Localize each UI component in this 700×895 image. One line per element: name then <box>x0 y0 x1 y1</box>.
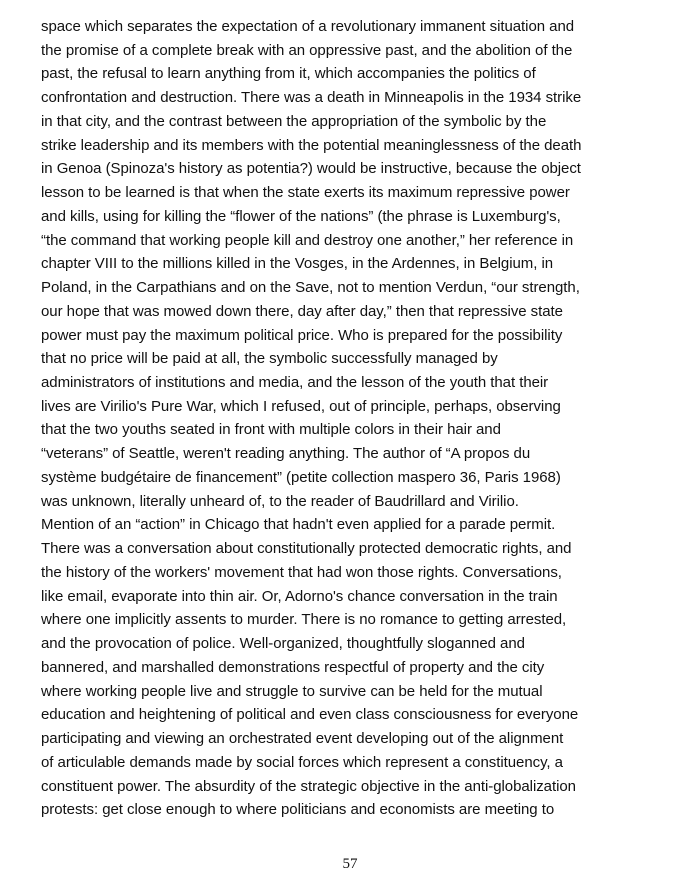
text-line: There was a conversation about constitutionally protected democratic rights, and <box>41 540 572 558</box>
body-text <box>41 15 681 822</box>
text-line: and kills, using for killing the “flower of the nations” (the phrase is Luxemburg's, <box>41 207 561 225</box>
text-line: that the two youths seated in front with multiple colors in their hair and <box>41 421 501 439</box>
text-line: Poland, in the Carpathians and on the Save, not to mention Verdun, “our strength, <box>41 279 580 297</box>
text-line: in Genoa (Spinoza's history as potentia?) would be instructive, because the object <box>41 160 581 178</box>
text-line: power must pay the maximum political price. Who is prepared for the possibility <box>41 326 563 344</box>
text-line: participating and viewing an orchestrated event developing out of the alignment <box>41 730 564 748</box>
text-line: and the provocation of police. Well-organized, thoughtfully sloganned and <box>41 635 525 653</box>
text-line: administrators of institutions and media, and the lesson of the youth that their <box>41 374 549 392</box>
text-line: protests: get close enough to where politicians and economists are meeting to <box>41 801 555 819</box>
text-line: that no price will be paid at all, the symbolic successfully managed by <box>41 350 498 368</box>
text-line: strike leadership and its members with the potential meaninglessness of the death <box>41 136 582 154</box>
text-line: where working people live and struggle to survive can be held for the mutual <box>41 682 543 700</box>
text-line: where one implicitly assents to murder. There is no romance to getting arrested, <box>41 611 567 629</box>
text-line: education and heightening of political and even class consciousness for everyone <box>41 706 579 724</box>
text-line: chapter VIII to the millions killed in the Vosges, in the Ardennes, in Belgium, in <box>41 255 554 273</box>
text-line: in that city, and the contrast between the appropriation of the symbolic by the <box>41 112 547 130</box>
text-line: “the command that working people kill and destroy one another,” her reference in <box>41 231 574 249</box>
text-line: “veterans” of Seattle, weren't reading anything. The author of “A propos du <box>41 445 531 463</box>
text-line: Mention of an “action” in Chicago that hadn't even applied for a parade permit. <box>41 516 556 534</box>
text-line: was unknown, literally unheard of, to the reader of Baudrillard and Virilio. <box>41 492 519 510</box>
text-line: space which separates the expectation of a revolutionary immanent situation and <box>41 18 575 35</box>
text-line: bannered, and marshalled demonstrations respectful of property and the city <box>41 658 545 676</box>
text-line: the promise of a complete break with an oppressive past, and the abolition of the <box>41 41 573 59</box>
text-line: the history of the workers' movement that had won those rights. Conversations, <box>41 563 562 581</box>
text-line: our hope that was mowed down there, day after day,” then that repressive state <box>41 302 563 320</box>
text-line: past, the refusal to learn anything from it, which accompanies the politics of <box>41 65 536 83</box>
page-number: 57 <box>342 856 358 872</box>
text-line: confrontation and destruction. There was a death in Minneapolis in the 1934 strike <box>41 89 582 107</box>
text-line: système budgétaire de financement” (petite collection maspero 36, Paris 1968) <box>41 468 561 486</box>
text-line: like email, evaporate into thin air. Or, Adorno's chance conversation in the train <box>41 587 558 605</box>
text-line: of articulable demands made by social forces which represent a constituency, a <box>41 753 563 771</box>
text-line: constituent power. The absurdity of the strategic objective in the anti-globalization <box>41 777 576 795</box>
text-line: lesson to be learned is that when the state exerts its maximum repressive power <box>41 184 570 202</box>
text-line: lives are Virilio's Pure War, which I refused, out of principle, perhaps, observing <box>41 397 561 415</box>
